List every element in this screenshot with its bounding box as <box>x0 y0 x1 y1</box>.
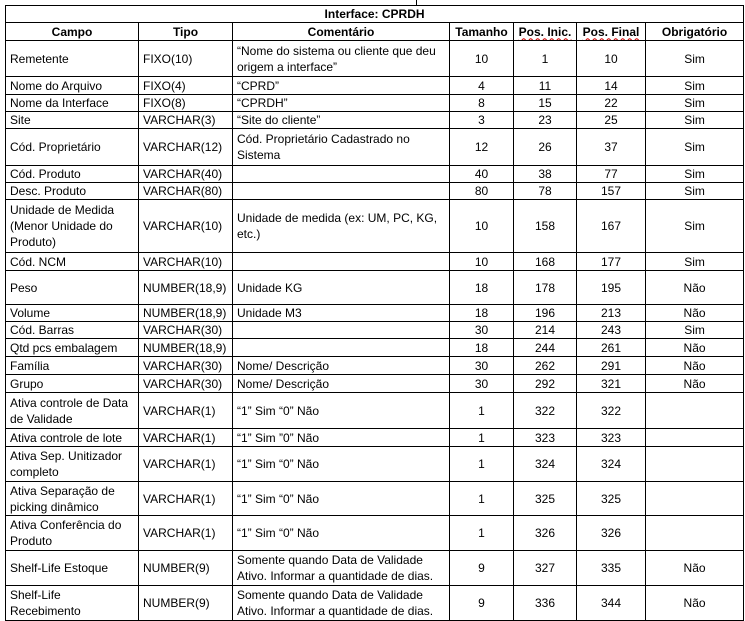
cell-tipo: FIXO(4) <box>139 77 233 95</box>
cell-tipo: VARCHAR(10) <box>139 200 233 253</box>
cell-tamanho: 1 <box>450 482 514 516</box>
cell-tipo: NUMBER(9) <box>139 551 233 586</box>
table-row <box>6 77 744 95</box>
cell-pos-final: 157 <box>577 183 646 200</box>
table-row <box>6 447 744 482</box>
cell-tamanho: 3 <box>450 112 514 129</box>
cell-tipo: VARCHAR(3) <box>139 112 233 129</box>
cell-comentario: “CPRD” <box>233 77 450 95</box>
cell-obrigatorio <box>646 516 744 551</box>
cell-pos-final: 322 <box>577 393 646 429</box>
cell-pos-final: 195 <box>577 271 646 305</box>
table-row <box>6 322 744 339</box>
cell-pos-final: 22 <box>577 95 646 112</box>
cell-campo: Ativa controle de lote <box>6 429 139 447</box>
cell-comentario: “Site do cliente” <box>233 112 450 129</box>
cell-comentario: “Nome do sistema ou cliente que deu origem a interface” <box>233 41 450 77</box>
cell-tipo: VARCHAR(1) <box>139 429 233 447</box>
cell-obrigatorio: Sim <box>646 112 744 129</box>
header-tipo: Tipo <box>139 23 233 41</box>
cell-tipo: VARCHAR(10) <box>139 253 233 271</box>
cell-tipo: VARCHAR(30) <box>139 357 233 375</box>
table-row <box>6 200 744 253</box>
cell-pos-final: 37 <box>577 129 646 166</box>
cell-campo: Ativa Separação de picking dinâmico <box>6 482 139 516</box>
cell-tamanho: 1 <box>450 393 514 429</box>
cell-pos-final: 167 <box>577 200 646 253</box>
cell-pos-inic: 15 <box>514 95 577 112</box>
cell-tipo: VARCHAR(1) <box>139 447 233 482</box>
cell-obrigatorio: Sim <box>646 322 744 339</box>
cell-campo: Shelf-Life Estoque <box>6 551 139 586</box>
table-body <box>6 41 744 621</box>
cell-obrigatorio: Não <box>646 586 744 621</box>
cell-tamanho: 10 <box>450 200 514 253</box>
cell-obrigatorio: Sim <box>646 77 744 95</box>
cell-pos-inic: 26 <box>514 129 577 166</box>
cell-pos-inic: 214 <box>514 322 577 339</box>
header-pos-inic-label: Pos. Inic. <box>518 24 572 39</box>
cell-tamanho: 9 <box>450 586 514 621</box>
cell-tipo: NUMBER(18,9) <box>139 271 233 305</box>
header-tamanho: Tamanho <box>450 23 514 41</box>
table-row <box>6 516 744 551</box>
cell-pos-inic: 336 <box>514 586 577 621</box>
cell-pos-inic: 23 <box>514 112 577 129</box>
header-pos-final-label: Pos. Final <box>582 24 640 39</box>
table-row <box>6 482 744 516</box>
cell-tamanho: 18 <box>450 305 514 322</box>
cell-tamanho: 18 <box>450 339 514 357</box>
table-row <box>6 357 744 375</box>
cell-tamanho: 1 <box>450 429 514 447</box>
cell-pos-final: 325 <box>577 482 646 516</box>
cell-campo: Remetente <box>6 41 139 77</box>
cell-pos-final: 25 <box>577 112 646 129</box>
cell-tamanho: 4 <box>450 77 514 95</box>
cell-comentario: Somente quando Data de Validade Ativo. Informar a quantidade de dias. <box>233 551 450 586</box>
cell-tamanho: 30 <box>450 357 514 375</box>
cell-tipo: FIXO(8) <box>139 95 233 112</box>
cell-obrigatorio: Não <box>646 339 744 357</box>
cell-tamanho: 10 <box>450 253 514 271</box>
cell-comentario: Somente quando Data de Validade Ativo. Informar a quantidade de dias. <box>233 586 450 621</box>
cell-obrigatorio: Sim <box>646 253 744 271</box>
cell-tamanho: 30 <box>450 322 514 339</box>
cell-comentario <box>233 183 450 200</box>
cell-pos-final: 291 <box>577 357 646 375</box>
cell-obrigatorio <box>646 447 744 482</box>
cell-pos-inic: 326 <box>514 516 577 551</box>
cell-pos-inic: 38 <box>514 166 577 183</box>
table-row <box>6 305 744 322</box>
cell-campo: Site <box>6 112 139 129</box>
cell-campo: Cód. Barras <box>6 322 139 339</box>
interface-table <box>5 5 744 621</box>
cell-pos-inic: 158 <box>514 200 577 253</box>
cell-campo: Unidade de Medida (Menor Unidade do Produto) <box>6 200 139 253</box>
cell-tamanho: 10 <box>450 41 514 77</box>
cell-pos-inic: 168 <box>514 253 577 271</box>
table-row <box>6 253 744 271</box>
table-row <box>6 129 744 166</box>
header-pos-final <box>577 23 646 41</box>
cell-comentario: Nome/ Descrição <box>233 375 450 393</box>
header-pos-inic <box>514 23 577 41</box>
cell-campo: Ativa Conferência do Produto <box>6 516 139 551</box>
table-row <box>6 271 744 305</box>
cell-pos-inic: 324 <box>514 447 577 482</box>
table-row <box>6 95 744 112</box>
cell-pos-final: 321 <box>577 375 646 393</box>
cell-pos-final: 243 <box>577 322 646 339</box>
cell-pos-final: 326 <box>577 516 646 551</box>
cell-comentario: “1” Sim “0” Não <box>233 447 450 482</box>
cell-comentario: “1” Sim ”0” Não <box>233 429 450 447</box>
cell-campo: Nome da Interface <box>6 95 139 112</box>
header-comentario: Comentário <box>233 23 450 41</box>
cell-comentario: “1” Sim “0” Não <box>233 393 450 429</box>
cell-obrigatorio: Não <box>646 305 744 322</box>
cell-campo: Cód. Proprietário <box>6 129 139 166</box>
cell-campo: Grupo <box>6 375 139 393</box>
cell-obrigatorio: Sim <box>646 41 744 77</box>
cell-comentario <box>233 253 450 271</box>
cell-obrigatorio: Sim <box>646 129 744 166</box>
cell-obrigatorio <box>646 482 744 516</box>
cell-obrigatorio <box>646 429 744 447</box>
cell-obrigatorio: Não <box>646 271 744 305</box>
cell-tipo: VARCHAR(1) <box>139 516 233 551</box>
cell-tamanho: 1 <box>450 447 514 482</box>
table-row <box>6 112 744 129</box>
cell-obrigatorio <box>646 393 744 429</box>
cell-campo: Cód. Produto <box>6 166 139 183</box>
cell-obrigatorio: Sim <box>646 200 744 253</box>
cell-pos-inic: 244 <box>514 339 577 357</box>
header-obrigatorio: Obrigatório <box>646 23 744 41</box>
header-campo: Campo <box>6 23 139 41</box>
cell-tipo: VARCHAR(12) <box>139 129 233 166</box>
cell-tamanho: 12 <box>450 129 514 166</box>
cell-campo: Cód. NCM <box>6 253 139 271</box>
cell-campo: Shelf-Life Recebimento <box>6 586 139 621</box>
cell-tamanho: 30 <box>450 375 514 393</box>
cell-comentario: “1” Sim “0” Não <box>233 516 450 551</box>
cell-pos-inic: 325 <box>514 482 577 516</box>
cell-pos-final: 261 <box>577 339 646 357</box>
cell-pos-inic: 292 <box>514 375 577 393</box>
cell-tamanho: 8 <box>450 95 514 112</box>
cell-tipo: NUMBER(18,9) <box>139 305 233 322</box>
cell-pos-final: 14 <box>577 77 646 95</box>
cell-campo: Qtd pcs embalagem <box>6 339 139 357</box>
cell-pos-inic: 327 <box>514 551 577 586</box>
cell-pos-inic: 11 <box>514 77 577 95</box>
cell-pos-inic: 178 <box>514 271 577 305</box>
cell-comentario: “CPRDH” <box>233 95 450 112</box>
table-row <box>6 393 744 429</box>
cell-comentario: Unidade de medida (ex: UM, PC, KG, etc.) <box>233 200 450 253</box>
cell-tipo: FIXO(10) <box>139 41 233 77</box>
cell-pos-final: 213 <box>577 305 646 322</box>
cell-pos-inic: 1 <box>514 41 577 77</box>
cell-comentario: Unidade M3 <box>233 305 450 322</box>
cell-pos-inic: 323 <box>514 429 577 447</box>
cell-campo: Família <box>6 357 139 375</box>
cell-tamanho: 80 <box>450 183 514 200</box>
cell-campo: Desc. Produto <box>6 183 139 200</box>
cell-pos-final: 177 <box>577 253 646 271</box>
cell-campo: Nome do Arquivo <box>6 77 139 95</box>
cell-tamanho: 18 <box>450 271 514 305</box>
cell-tipo: VARCHAR(1) <box>139 393 233 429</box>
cell-obrigatorio: Sim <box>646 95 744 112</box>
cell-pos-final: 323 <box>577 429 646 447</box>
cell-pos-inic: 78 <box>514 183 577 200</box>
table-row <box>6 183 744 200</box>
cell-pos-final: 335 <box>577 551 646 586</box>
cell-tipo: VARCHAR(40) <box>139 166 233 183</box>
table-row <box>6 551 744 586</box>
cell-campo: Peso <box>6 271 139 305</box>
cell-obrigatorio: Não <box>646 357 744 375</box>
cell-comentario <box>233 339 450 357</box>
cell-tamanho: 1 <box>450 516 514 551</box>
table-title: Interface: CPRDH <box>6 6 744 23</box>
cell-tipo: NUMBER(9) <box>139 586 233 621</box>
cell-campo: Volume <box>6 305 139 322</box>
cell-tipo: VARCHAR(1) <box>139 482 233 516</box>
cell-pos-inic: 322 <box>514 393 577 429</box>
cell-comentario <box>233 322 450 339</box>
cell-comentario <box>233 166 450 183</box>
table-row <box>6 375 744 393</box>
cell-pos-final: 10 <box>577 41 646 77</box>
cell-pos-inic: 196 <box>514 305 577 322</box>
cell-tipo: VARCHAR(30) <box>139 322 233 339</box>
table-row <box>6 586 744 621</box>
cell-pos-final: 77 <box>577 166 646 183</box>
cell-tipo: NUMBER(18,9) <box>139 339 233 357</box>
cell-pos-final: 324 <box>577 447 646 482</box>
cell-comentario: Cód. Proprietário Cadastrado no Sistema <box>233 129 450 166</box>
table-row <box>6 166 744 183</box>
cell-tipo: VARCHAR(30) <box>139 375 233 393</box>
cell-pos-inic: 262 <box>514 357 577 375</box>
cell-campo: Ativa controle de Data de Validade <box>6 393 139 429</box>
cell-comentario: “1” Sim “0” Não <box>233 482 450 516</box>
cell-obrigatorio: Não <box>646 551 744 586</box>
cell-obrigatorio: Sim <box>646 166 744 183</box>
cell-tamanho: 9 <box>450 551 514 586</box>
cell-pos-final: 344 <box>577 586 646 621</box>
cell-tipo: VARCHAR(80) <box>139 183 233 200</box>
cell-comentario: Unidade KG <box>233 271 450 305</box>
cell-tamanho: 40 <box>450 166 514 183</box>
table-row <box>6 41 744 77</box>
table-row <box>6 429 744 447</box>
cell-campo: Ativa Sep. Unitizador completo <box>6 447 139 482</box>
table-row <box>6 339 744 357</box>
cell-obrigatorio: Sim <box>646 183 744 200</box>
cell-comentario: Nome/ Descrição <box>233 357 450 375</box>
cell-obrigatorio: Não <box>646 375 744 393</box>
